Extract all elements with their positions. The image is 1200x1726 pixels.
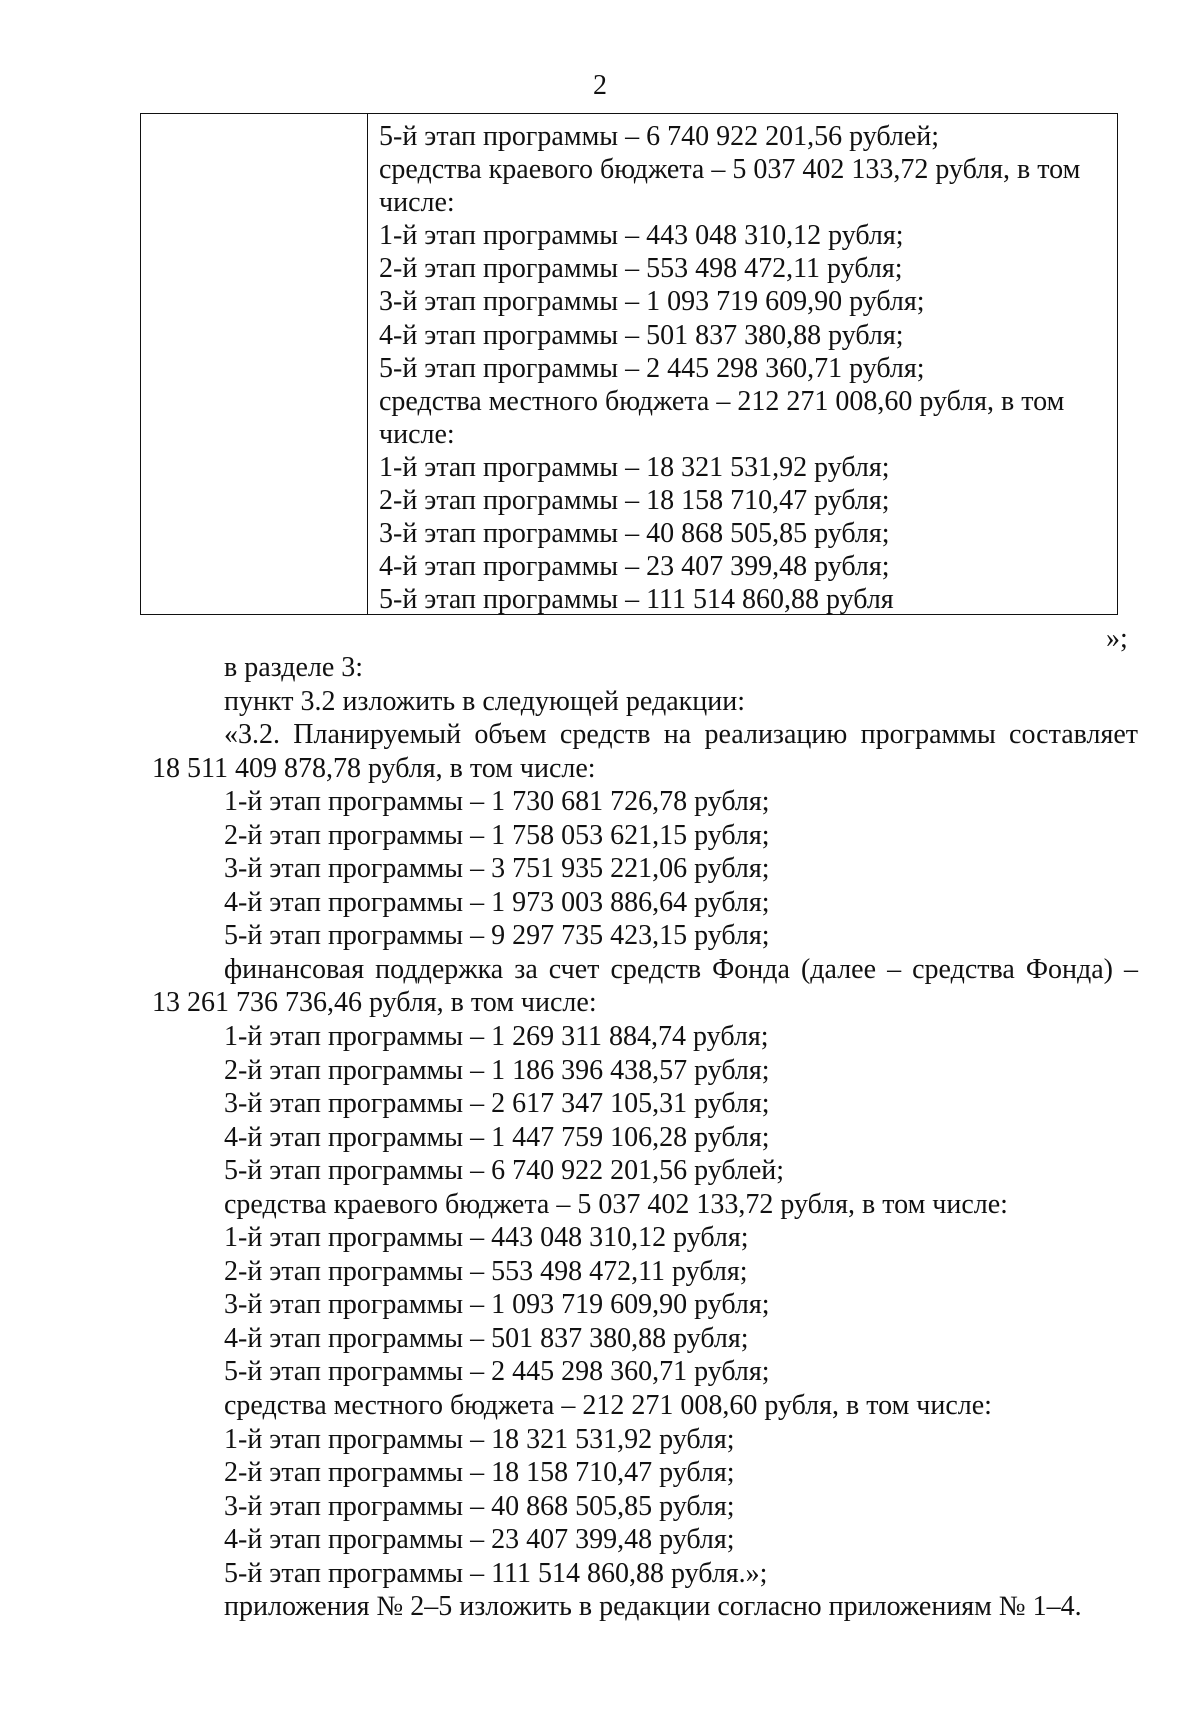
body-line: пункт 3.2 изложить в следующей редакции:	[224, 685, 745, 717]
body-line: в разделе 3:	[224, 652, 364, 683]
table-line: 3-й этап программы – 1 093 719 609,90 рубля;	[379, 286, 925, 318]
body-line: средства местного бюджета – 212 271 008,60 рубля, в том числе:	[224, 1390, 992, 1422]
document-body	[152, 651, 1138, 1624]
table-line: 1-й этап программы – 18 321 531,92 рубля;	[379, 451, 890, 483]
table-line: средства краевого бюджета – 5 037 402 133,72 рубля, в том	[379, 154, 1081, 186]
body-line: 4-й этап программы – 23 407 399,48 рубля;	[224, 1524, 735, 1556]
table-line: 5-й этап программы – 2 445 298 360,71 рубля;	[379, 352, 925, 384]
table-left-cell	[141, 114, 368, 614]
body-line: 5-й этап программы – 6 740 922 201,56 рублей;	[224, 1155, 785, 1187]
body-line: 5-й этап программы – 2 445 298 360,71 рубля;	[224, 1356, 770, 1388]
table-line: числе:	[379, 187, 455, 219]
table-line: 2-й этап программы – 18 158 710,47 рубля;	[379, 485, 890, 517]
body-line: 2-й этап программы – 1 186 396 438,57 рубля;	[224, 1054, 770, 1086]
body-line: 13 261 736 736,46 рубля, в том числе:	[152, 987, 597, 1019]
body-line: 4-й этап программы – 1 447 759 106,28 рубля;	[224, 1121, 770, 1153]
page-number: 2	[593, 70, 607, 101]
table-line: 3-й этап программы – 40 868 505,85 рубля;	[379, 518, 890, 550]
body-line: 4-й этап программы – 1 973 003 886,64 рубля;	[224, 886, 770, 918]
table-line: 4-й этап программы – 501 837 380,88 рубля;	[379, 319, 904, 351]
body-line: приложения № 2–5 изложить в редакции согласно приложениям № 1–4.	[224, 1591, 1082, 1623]
body-line: 1-й этап программы – 443 048 310,12 рубля;	[224, 1222, 749, 1254]
body-line: 3-й этап программы – 3 751 935 221,06 рубля;	[224, 853, 770, 885]
funding-table	[140, 113, 1118, 615]
body-line: 1-й этап программы – 18 321 531,92 рубля;	[224, 1423, 735, 1455]
body-line: 3-й этап программы – 1 093 719 609,90 рубля;	[224, 1289, 770, 1321]
body-line: 1-й этап программы – 1 730 681 726,78 рубля;	[224, 786, 770, 818]
table-line: 4-й этап программы – 23 407 399,48 рубля;	[379, 551, 890, 583]
table-line: 1-й этап программы – 443 048 310,12 рубля;	[379, 220, 904, 252]
body-line: 18 511 409 878,78 рубля, в том числе:	[152, 752, 596, 784]
body-line: 2-й этап программы – 1 758 053 621,15 рубля;	[224, 819, 770, 851]
body-line: 2-й этап программы – 18 158 710,47 рубля;	[224, 1457, 735, 1489]
body-line: «3.2. Планируемый объем средств на реализацию программы составляет	[224, 719, 1138, 751]
table-line: числе:	[379, 418, 455, 450]
closing-quote-mark: »;	[1106, 623, 1128, 654]
table-line: 5-й этап программы – 111 514 860,88 рубля	[379, 584, 894, 616]
body-line: 3-й этап программы – 40 868 505,85 рубля;	[224, 1490, 735, 1522]
body-line: финансовая поддержка за счет средств Фонда (далее – средства Фонда) –	[224, 953, 1138, 985]
table-line: средства местного бюджета – 212 271 008,60 рубля, в том	[379, 385, 1065, 417]
body-line: 4-й этап программы – 501 837 380,88 рубля;	[224, 1322, 749, 1354]
body-line: 3-й этап программы – 2 617 347 105,31 рубля;	[224, 1088, 770, 1120]
body-line: 5-й этап программы – 111 514 860,88 рубля.»;	[224, 1557, 768, 1589]
body-line: 2-й этап программы – 553 498 472,11 рубля;	[224, 1255, 748, 1287]
table-line: 5-й этап программы – 6 740 922 201,56 рублей;	[379, 121, 940, 152]
body-line: 1-й этап программы – 1 269 311 884,74 рубля;	[224, 1021, 769, 1053]
table-line: 2-й этап программы – 553 498 472,11 рубля;	[379, 253, 903, 285]
table-right-cell	[368, 114, 1117, 614]
body-line: 5-й этап программы – 9 297 735 423,15 рубля;	[224, 920, 770, 952]
body-line: средства краевого бюджета – 5 037 402 133,72 рубля, в том числе:	[224, 1188, 1008, 1220]
